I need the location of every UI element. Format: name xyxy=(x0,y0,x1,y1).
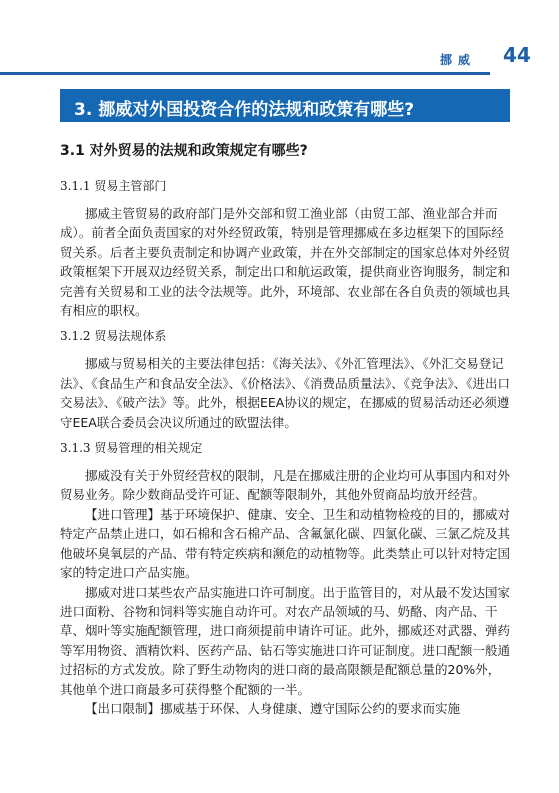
paragraph: 挪威与贸易相关的主要法律包括：《海关法》、《外汇管理法》、《外汇交易登记法》、《食品生产和食品安全法》、《价格法》、《消费品质量法》、《竞争法》、《进出口交易法》、《破产法》等。此外，根据EEA协议的规定，在挪威的贸易活动还必须遵守EEA联合委员会决议所通过的欧盟法律。 xyxy=(60,356,511,430)
paragraph-import-licensing: 挪威对进口某些农产品实施进口许可制度。出于监管目的，对从最不发达国家进口面粉、谷物和饲料等实施自动许可。对农产品领域的马、奶酪、肉产品、干草、烟叶等实施配额管理，进口商须提前申请许可证。此外，挪威还对武器、弹药等军用物资、酒精饮料、医药产品、钻石等实施进口许可证制度。进口配额一般通过招标的方式发放。除了野生动物肉的进口商的最高限额是配额总量的20%外，其他单个进口商最多可获得整个配额的一半。 xyxy=(60,584,511,697)
country-label: 挪威 xyxy=(440,53,477,67)
paragraph: 挪威主管贸易的政府部门是外交部和贸工渔业部（由贸工部、渔业部合并而成）。前者全面负责国家的对外经贸政策，特别是管理挪威在多边框架下的国际经贸关系。后者主要负责制定和协调产业政策，并在外交部制定的国家总体对外经贸政策框架下开展双边经贸关系，制定出口和航运政策，提供商业咨询服务，制定和完善有关贸易和工业的法令法规等。此外，环境部、农业部在各自负责的领域也具有相应的职权。 xyxy=(60,206,511,319)
subsection-heading-trade-law-system: 3.1.2 贸易法规体系 xyxy=(60,329,167,344)
paragraph: 挪威没有关于外贸经营权的限制，凡是在挪威注册的企业均可从事国内和对外贸易业务。除少数商品受许可证、配额等限制外，其他外贸商品均放开经营。 xyxy=(60,468,511,503)
chapter-banner xyxy=(60,89,510,122)
paragraph-import-management: 【进口管理】基于环境保护、健康、安全、卫生和动植物检疫的目的，挪威对特定产品禁止进口，如石棉和含石棉产品、含氟氯化碳、四氯化碳、三氯乙烷及其他破坏臭氧层的产品、带有特定疾病和濒危的动植物等。此类禁止可以针对特定国家的特定进口产品实施。 xyxy=(60,506,511,581)
page-header xyxy=(0,0,559,80)
chapter-title: 3. 挪威对外国投资合作的法规和政策有哪些? xyxy=(74,100,415,120)
header-divider xyxy=(0,72,490,75)
subsection-heading-trade-authorities: 3.1.1 贸易主管部门 xyxy=(60,179,167,193)
paragraph-export-restrictions: 【出口限制】挪威基于环保、人身健康、遵守国际公约的要求而实施 xyxy=(85,700,461,716)
page-number: 44 xyxy=(503,43,531,67)
section-heading: 3.1 对外贸易的法规和政策规定有哪些? xyxy=(60,143,308,159)
subsection-heading-trade-management: 3.1.3 贸易管理的相关规定 xyxy=(60,441,203,456)
main-content xyxy=(60,142,510,718)
